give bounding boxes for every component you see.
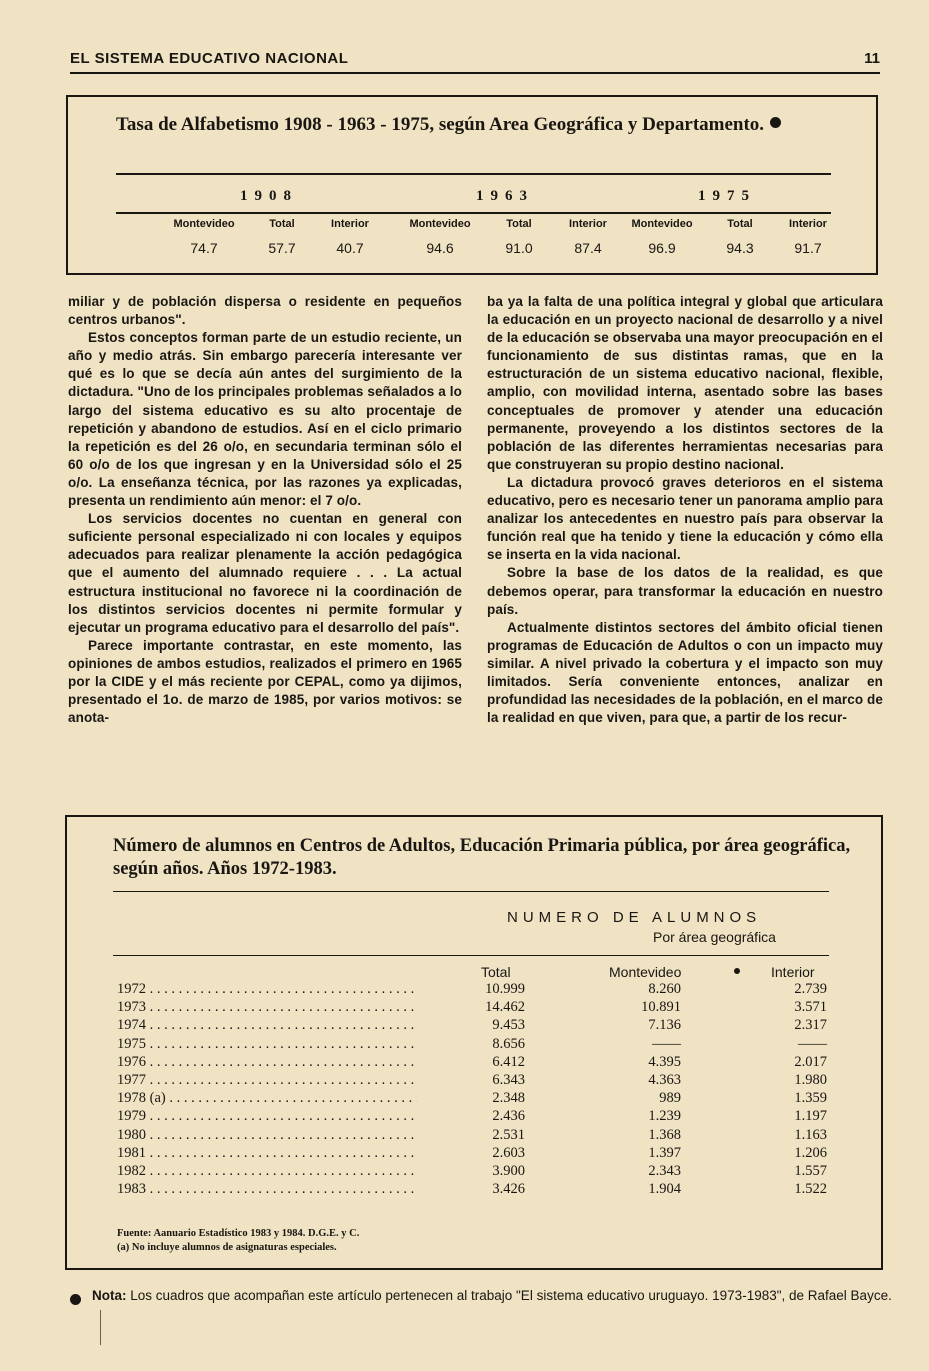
interior-cell: 2.317: [794, 1017, 827, 1034]
page-number: 11: [864, 50, 880, 67]
table-cell: 40.7: [336, 240, 364, 256]
column-header: Interior: [569, 218, 607, 230]
table-row: [117, 1108, 837, 1126]
bullet-icon: [734, 968, 740, 974]
note-label: Nota:: [92, 1288, 127, 1303]
year-header: 1975: [698, 188, 756, 204]
table-row: [117, 1054, 837, 1072]
montevideo-cell: 2.343: [648, 1162, 681, 1179]
source-line: Fuente: Aanuario Estadístico 1983 y 1984. D.G.E. y C.: [117, 1228, 360, 1239]
interior-cell: 3.571: [794, 999, 827, 1016]
column-header: Total: [727, 218, 753, 230]
footnote-line: (a) No incluye alumnos de asignaturas especiales.: [117, 1242, 337, 1253]
paragraph: Actualmente distintos sectores del ámbito oficial tienen programas de Educación de Adultos o con un impacto muy similar. A nivel privado la cobertura y el impacto son muy limitados. Sería conveniente entonces, analizar en profundidad las necesidades de la población, en el marco de la realidad en que viven, para que, a partir de los recur-: [487, 619, 884, 726]
total-cell: 2.603: [492, 1144, 525, 1161]
table-row: [117, 981, 837, 999]
montevideo-cell: 4.395: [648, 1053, 681, 1070]
total-cell: 6.343: [492, 1071, 525, 1088]
running-title: EL SISTEMA EDUCATIVO NACIONAL: [70, 50, 349, 67]
column-header: Montevideo: [631, 218, 693, 230]
column-header: Total: [506, 218, 532, 230]
table-row: [117, 1181, 837, 1199]
note-body: Los cuadros que acompañan este artículo pertenecen al trabajo "El sistema educativo uruguayo. 1973-1983", de Rafael Bayce.: [130, 1288, 892, 1303]
total-cell: 3.426: [492, 1181, 525, 1198]
montevideo-cell: 4.363: [648, 1071, 681, 1088]
total-cell: 3.900: [492, 1162, 525, 1179]
table-cell: 96.9: [648, 240, 676, 256]
year-cell: 1972 . . .: [117, 981, 417, 998]
year-cell: 1974 . . .: [117, 1017, 417, 1034]
year-cell: 1982 . . .: [117, 1163, 417, 1180]
table-cell: 91.0: [505, 240, 533, 256]
table-cell: 94.6: [426, 240, 454, 256]
table-row: [117, 1072, 837, 1090]
table-row: [117, 1127, 837, 1145]
total-cell: 9.453: [492, 1017, 525, 1034]
bullet-icon: [770, 117, 781, 128]
montevideo-cell: 1.397: [648, 1144, 681, 1161]
students-table: [65, 815, 883, 1270]
running-header: [70, 50, 880, 74]
year-cell: 1981 . . .: [117, 1145, 417, 1162]
table-subheading: Por área geográfica: [653, 929, 776, 945]
literacy-table-title: [116, 113, 826, 137]
table-rule: [113, 891, 829, 892]
column-header-montevideo: Montevideo: [609, 964, 682, 980]
paragraph: ba ya la falta de una política integral y global que articulara la educación en un proyecto nacional de desarrollo y a nivel de la educación se observaba una mayor preocupación en el funcionamiento de sus distintas ramas, que en la estructuración de un sistema educativo nacional, flexible, amplio, con movilidad interna, asentado sobre las bases conceptuales de promover y atender una educación permanente, proveyendo a los distintos sectores de la población de las diferentes herramientas necesarias para que construyeran su propio destino nacional.: [487, 294, 883, 472]
interior-cell: 1.163: [794, 1126, 827, 1143]
table-cell: 91.7: [794, 240, 822, 256]
montevideo-cell: 1.368: [648, 1126, 681, 1143]
table-cell: 57.7: [268, 240, 296, 256]
body-column-left: [68, 293, 462, 727]
paragraph: Sobre la base de los datos de la realidad, es que debemos operar, para transformar la educación en nuestro país.: [487, 565, 883, 617]
montevideo-cell: 10.891: [641, 999, 681, 1016]
table-row: [117, 1090, 837, 1108]
literacy-table: [66, 95, 878, 275]
note-text: [92, 1286, 892, 1305]
body-column-right: [487, 293, 883, 727]
paragraph: miliar y de población dispersa o residente en pequeños centros urbanos".: [68, 294, 462, 328]
column-header: Interior: [789, 218, 827, 230]
table-row: [117, 1145, 837, 1163]
interior-cell: 1.206: [794, 1144, 827, 1161]
table-rule: [116, 212, 831, 214]
table-cell: 94.3: [726, 240, 754, 256]
table-row: [117, 1163, 837, 1181]
montevideo-cell: 8.260: [648, 981, 681, 997]
year-header: 1963: [476, 188, 534, 204]
column-header-interior: Interior: [771, 964, 815, 980]
column-header: Montevideo: [173, 218, 235, 230]
table-heading: NUMERO DE ALUMNOS: [507, 909, 762, 926]
year-cell: 1978 (a) . . .: [117, 1090, 417, 1107]
year-header: 1908: [240, 188, 298, 204]
margin-line: [100, 1310, 101, 1345]
year-cell: 1973 . . .: [117, 999, 417, 1016]
total-cell: 2.531: [492, 1126, 525, 1143]
interior-cell: 1.359: [794, 1090, 827, 1107]
paragraph: Los servicios docentes no cuentan en general con suficiente personal especializado ni con locales y equipos adecuados para realizar plenamente la acción pedagógica que el aumento del alumnado requiere . . . La actual estructura institucional no favorece ni la coordinación de los distintos servicios docentes ni permite formular y ejecutar un programa educativo para el desarrollo del país".: [68, 511, 462, 635]
table-row: [117, 1017, 837, 1035]
interior-cell: 1.197: [794, 1108, 827, 1125]
table-cell: 87.4: [574, 240, 602, 256]
year-cell: 1976 . . .: [117, 1054, 417, 1071]
table-rule: [116, 173, 831, 175]
table-row: [117, 999, 837, 1017]
interior-cell: ——: [798, 1035, 827, 1052]
year-cell: 1975 . . .: [117, 1036, 417, 1053]
total-cell: 10.999: [485, 981, 525, 997]
total-cell: 2.436: [492, 1108, 525, 1125]
total-cell: 6.412: [492, 1053, 525, 1070]
interior-cell: 1.557: [794, 1162, 827, 1179]
paragraph: Estos conceptos forman parte de un estudio reciente, un año y medio atrás. Sin embargo parecería interesante ver qué es lo que se decía aún antes del surgimiento de la dictadura. "Uno de los principales problemas señalados a lo largo del sistema educativo es su alto procentaje de repetición y abandono de estudios. Así en el ciclo primario la repetición es del 26 o/o, en secundaria terminan sólo el 60 o/o de los que ingresan y en la Universidad sólo el 25 o/o. La enseñanza técnica, por las razones ya explicadas, presenta un rendimiento aún menor: el 7 o/o.: [68, 330, 462, 509]
year-cell: 1977 . . .: [117, 1072, 417, 1089]
montevideo-cell: 1.904: [648, 1181, 681, 1198]
column-header: Interior: [331, 218, 369, 230]
students-table-title: Número de alumnos en Centros de Adultos, Educación Primaria pública, por área geográfica, según años. Años 1972-1983.: [113, 836, 851, 879]
column-header-total: Total: [481, 964, 511, 980]
year-cell: 1983 . . .: [117, 1181, 417, 1198]
table-body: [117, 981, 837, 1199]
paragraph: La dictadura provocó graves deterioros en el sistema educativo, pero es necesario tener un panorama amplio para analizar los antecedentes en nuestro país para observar la función real que ha tenido y tiene la educación y cómo ella se inserta en la vida nacional.: [487, 474, 883, 563]
montevideo-cell: ——: [652, 1035, 681, 1052]
paragraph: Parece importante contrastar, en este momento, las opiniones de ambos estudios, realizados el primero en 1965 por la CIDE y el más reciente por CEPAL, como ya dijimos, presentado el 1o. de marzo de 1985, por varios motivos: se anota-: [68, 637, 462, 726]
table-row: [117, 1036, 837, 1054]
column-header: Montevideo: [409, 218, 471, 230]
literacy-table-title-text: Tasa de Alfabetismo 1908 - 1963 - 1975, según Area Geográfica y Departamento.: [116, 114, 765, 135]
interior-cell: 1.980: [794, 1071, 827, 1088]
total-cell: 2.348: [492, 1090, 525, 1107]
table-rule: [113, 955, 829, 956]
table-cell: 74.7: [190, 240, 218, 256]
montevideo-cell: 7.136: [648, 1017, 681, 1034]
total-cell: 8.656: [492, 1035, 525, 1052]
bullet-icon: [70, 1294, 81, 1305]
total-cell: 14.462: [485, 999, 525, 1016]
interior-cell: 2.017: [794, 1053, 827, 1070]
column-header: Total: [269, 218, 295, 230]
table-source: [117, 1227, 359, 1255]
year-cell: 1979 . . .: [117, 1108, 417, 1125]
year-cell: 1980 . . .: [117, 1127, 417, 1144]
montevideo-cell: 989: [659, 1090, 681, 1107]
montevideo-cell: 1.239: [648, 1108, 681, 1125]
interior-cell: 2.739: [794, 981, 827, 997]
interior-cell: 1.522: [794, 1181, 827, 1198]
